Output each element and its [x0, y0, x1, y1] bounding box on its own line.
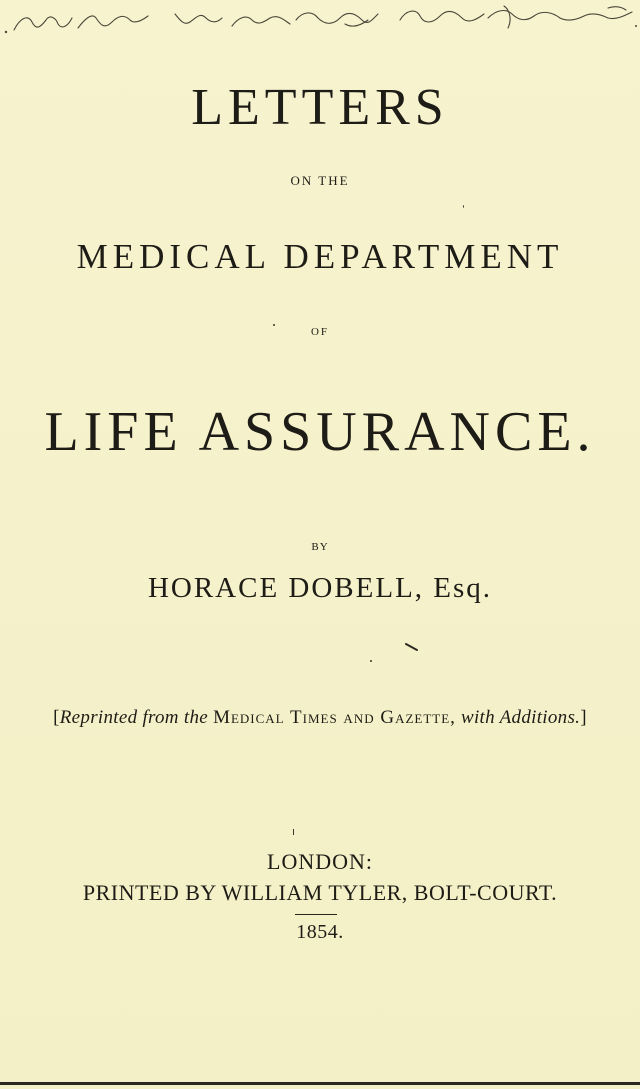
handwritten-inscription-icon	[0, 0, 640, 40]
reprint-bracket-open: [	[53, 707, 60, 728]
byline-label: BY	[311, 541, 329, 553]
page-bottom-edge	[0, 1082, 640, 1085]
title-connector-of: OF	[310, 326, 330, 338]
reprint-journal: Medical Times and Gazette,	[213, 707, 456, 728]
title-subject-line: MEDICAL DEPARTMENT	[76, 237, 564, 276]
reprint-note	[0, 705, 640, 731]
imprint-year: 1854.	[296, 921, 344, 943]
paper-speck	[293, 829, 294, 835]
title-connector-on-the: ON THE	[290, 173, 350, 188]
reprint-italic-text: Reprinted from the	[59, 707, 208, 728]
paper-speck	[273, 324, 275, 326]
book-title: LETTERS	[191, 79, 449, 136]
author-line	[0, 570, 640, 606]
imprint-printer: PRINTED BY WILLIAM TYLER, BOLT-COURT.	[82, 880, 558, 905]
paper-speck	[370, 660, 372, 662]
ink-mark-icon	[405, 642, 419, 652]
title-subject-line-2: LIFE ASSURANCE.	[44, 401, 596, 463]
reprint-additions: with Additions.	[460, 707, 581, 728]
author-suffix: Esq.	[433, 572, 493, 604]
imprint-divider	[295, 914, 337, 915]
author-name: HORACE DOBELL,	[147, 572, 425, 604]
imprint-place: LONDON:	[267, 849, 373, 874]
paper-speck	[463, 205, 464, 208]
reprint-bracket-close: ]	[580, 707, 587, 728]
